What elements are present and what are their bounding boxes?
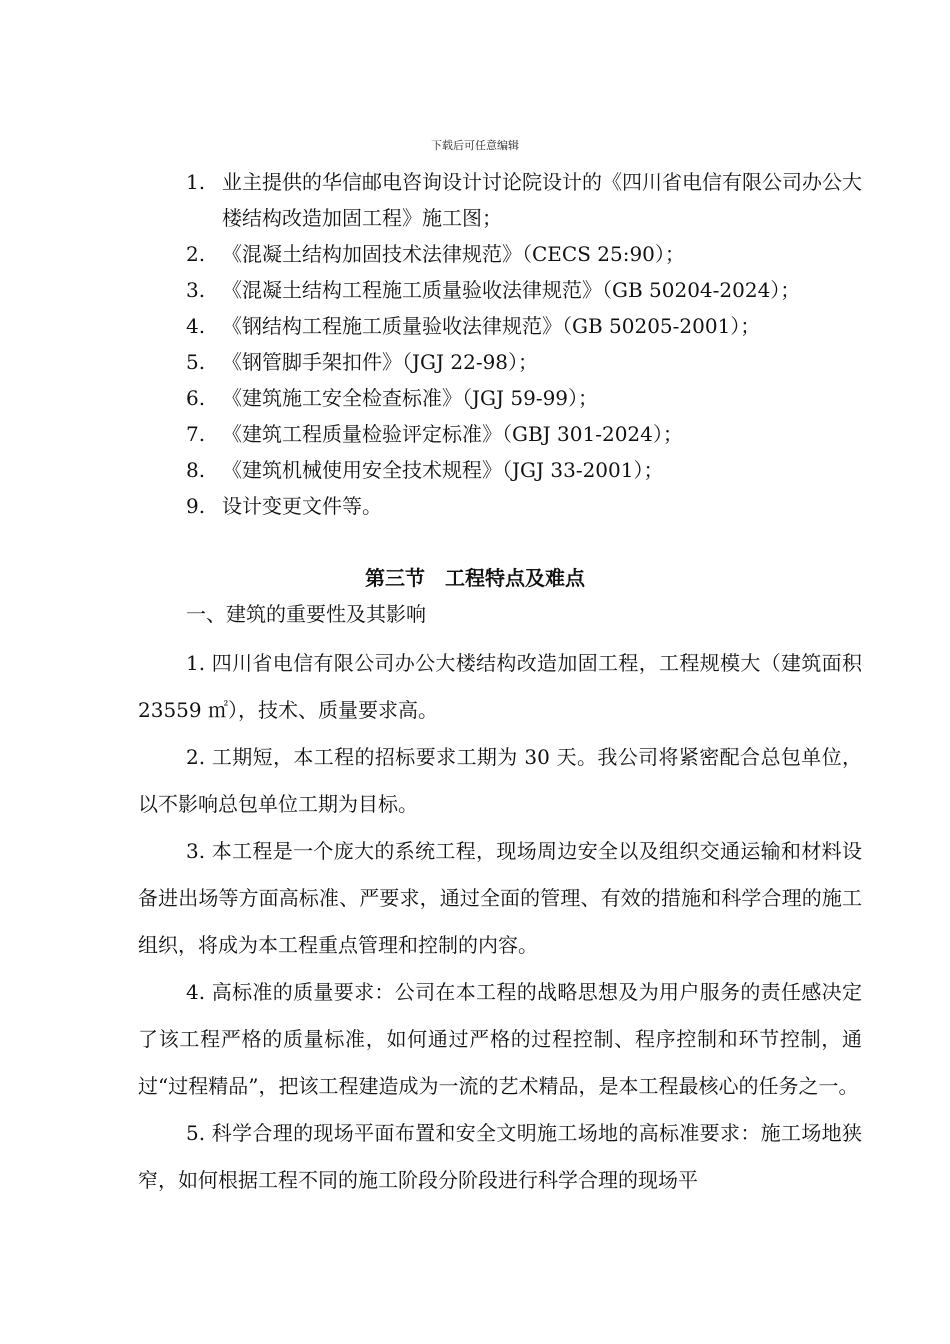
reference-number: 5.: [186, 350, 206, 374]
reference-number: 9.: [186, 494, 206, 518]
reference-number: 2.: [186, 242, 206, 266]
reference-item: [186, 272, 876, 308]
reference-number: 1.: [186, 170, 206, 194]
section-title: 第三节 工程特点及难点: [365, 566, 585, 590]
page-header-note: 下载后可任意编辑: [431, 139, 519, 152]
reference-text: 《建筑工程质量检验评定标准》（GBJ 301-2024）；: [222, 422, 683, 446]
paragraph: 3. 本工程是一个庞大的系统工程，现场周边安全以及组织交通运输和材料设备进出场等方面高标准、严要求，通过全面的管理、有效的措施和科学合理的施工组织，将成为本工程重点管理和控制的内容。: [138, 839, 862, 957]
reference-text: 《钢管脚手架扣件》（JGJ 22-98）；: [222, 350, 539, 374]
paragraph: 2. 工期短，本工程的招标要求工期为 30 天。我公司将紧密配合总包单位，以不影响总包单位工期为目标。: [138, 745, 862, 816]
reference-number: 4.: [186, 314, 206, 338]
reference-item: [186, 236, 876, 272]
reference-item: [186, 416, 876, 452]
reference-text: 设计变更文件等。: [222, 494, 382, 518]
body-text: [138, 640, 862, 1204]
reference-number: 6.: [186, 386, 206, 410]
reference-number: 7.: [186, 422, 206, 446]
reference-item: [186, 452, 876, 488]
reference-text: 业主提供的华信邮电咨询设计讨论院设计的《四川省电信有限公司办公大楼结构改造加固工程》施工图；: [222, 170, 862, 230]
subheading: 一、建筑的重要性及其影响: [186, 602, 426, 626]
reference-item: [186, 488, 876, 524]
reference-text: 《混凝土结构加固技术法律规范》（CECS 25:90）；: [222, 242, 685, 266]
paragraph: 5. 科学合理的现场平面布置和安全文明施工场地的高标准要求：施工场地狭窄，如何根据工程不同的施工阶段分阶段进行科学合理的现场平: [138, 1121, 862, 1192]
reference-text: 《建筑机械使用安全技术规程》（JGJ 33-2001）；: [222, 458, 664, 482]
reference-number: 3.: [186, 278, 206, 302]
reference-item: [186, 380, 876, 416]
paragraph: 4. 高标准的质量要求：公司在本工程的战略思想及为用户服务的责任感决定了该工程严格的质量标准，如何通过严格的过程控制、程序控制和环节控制，通过“过程精品”，把该工程建造成为一流的艺术精品，是本工程最核心的任务之一。: [138, 980, 862, 1098]
reference-item: [186, 164, 876, 236]
reference-text: 《建筑施工安全检查标准》（JGJ 59-99）；: [222, 386, 599, 410]
reference-item: [186, 308, 876, 344]
reference-number: 8.: [186, 458, 206, 482]
paragraph: 1. 四川省电信有限公司办公大楼结构改造加固工程，工程规模大（建筑面积 23559 ㎡），技术、质量要求高。: [138, 651, 862, 722]
reference-item: [186, 344, 876, 380]
reference-text: 《混凝土结构工程施工质量验收法律规范》（GB 50204-2024）；: [222, 278, 801, 302]
reference-list: [186, 164, 876, 524]
reference-text: 《钢结构工程施工质量验收法律规范》（GB 50205-2001）；: [222, 314, 761, 338]
